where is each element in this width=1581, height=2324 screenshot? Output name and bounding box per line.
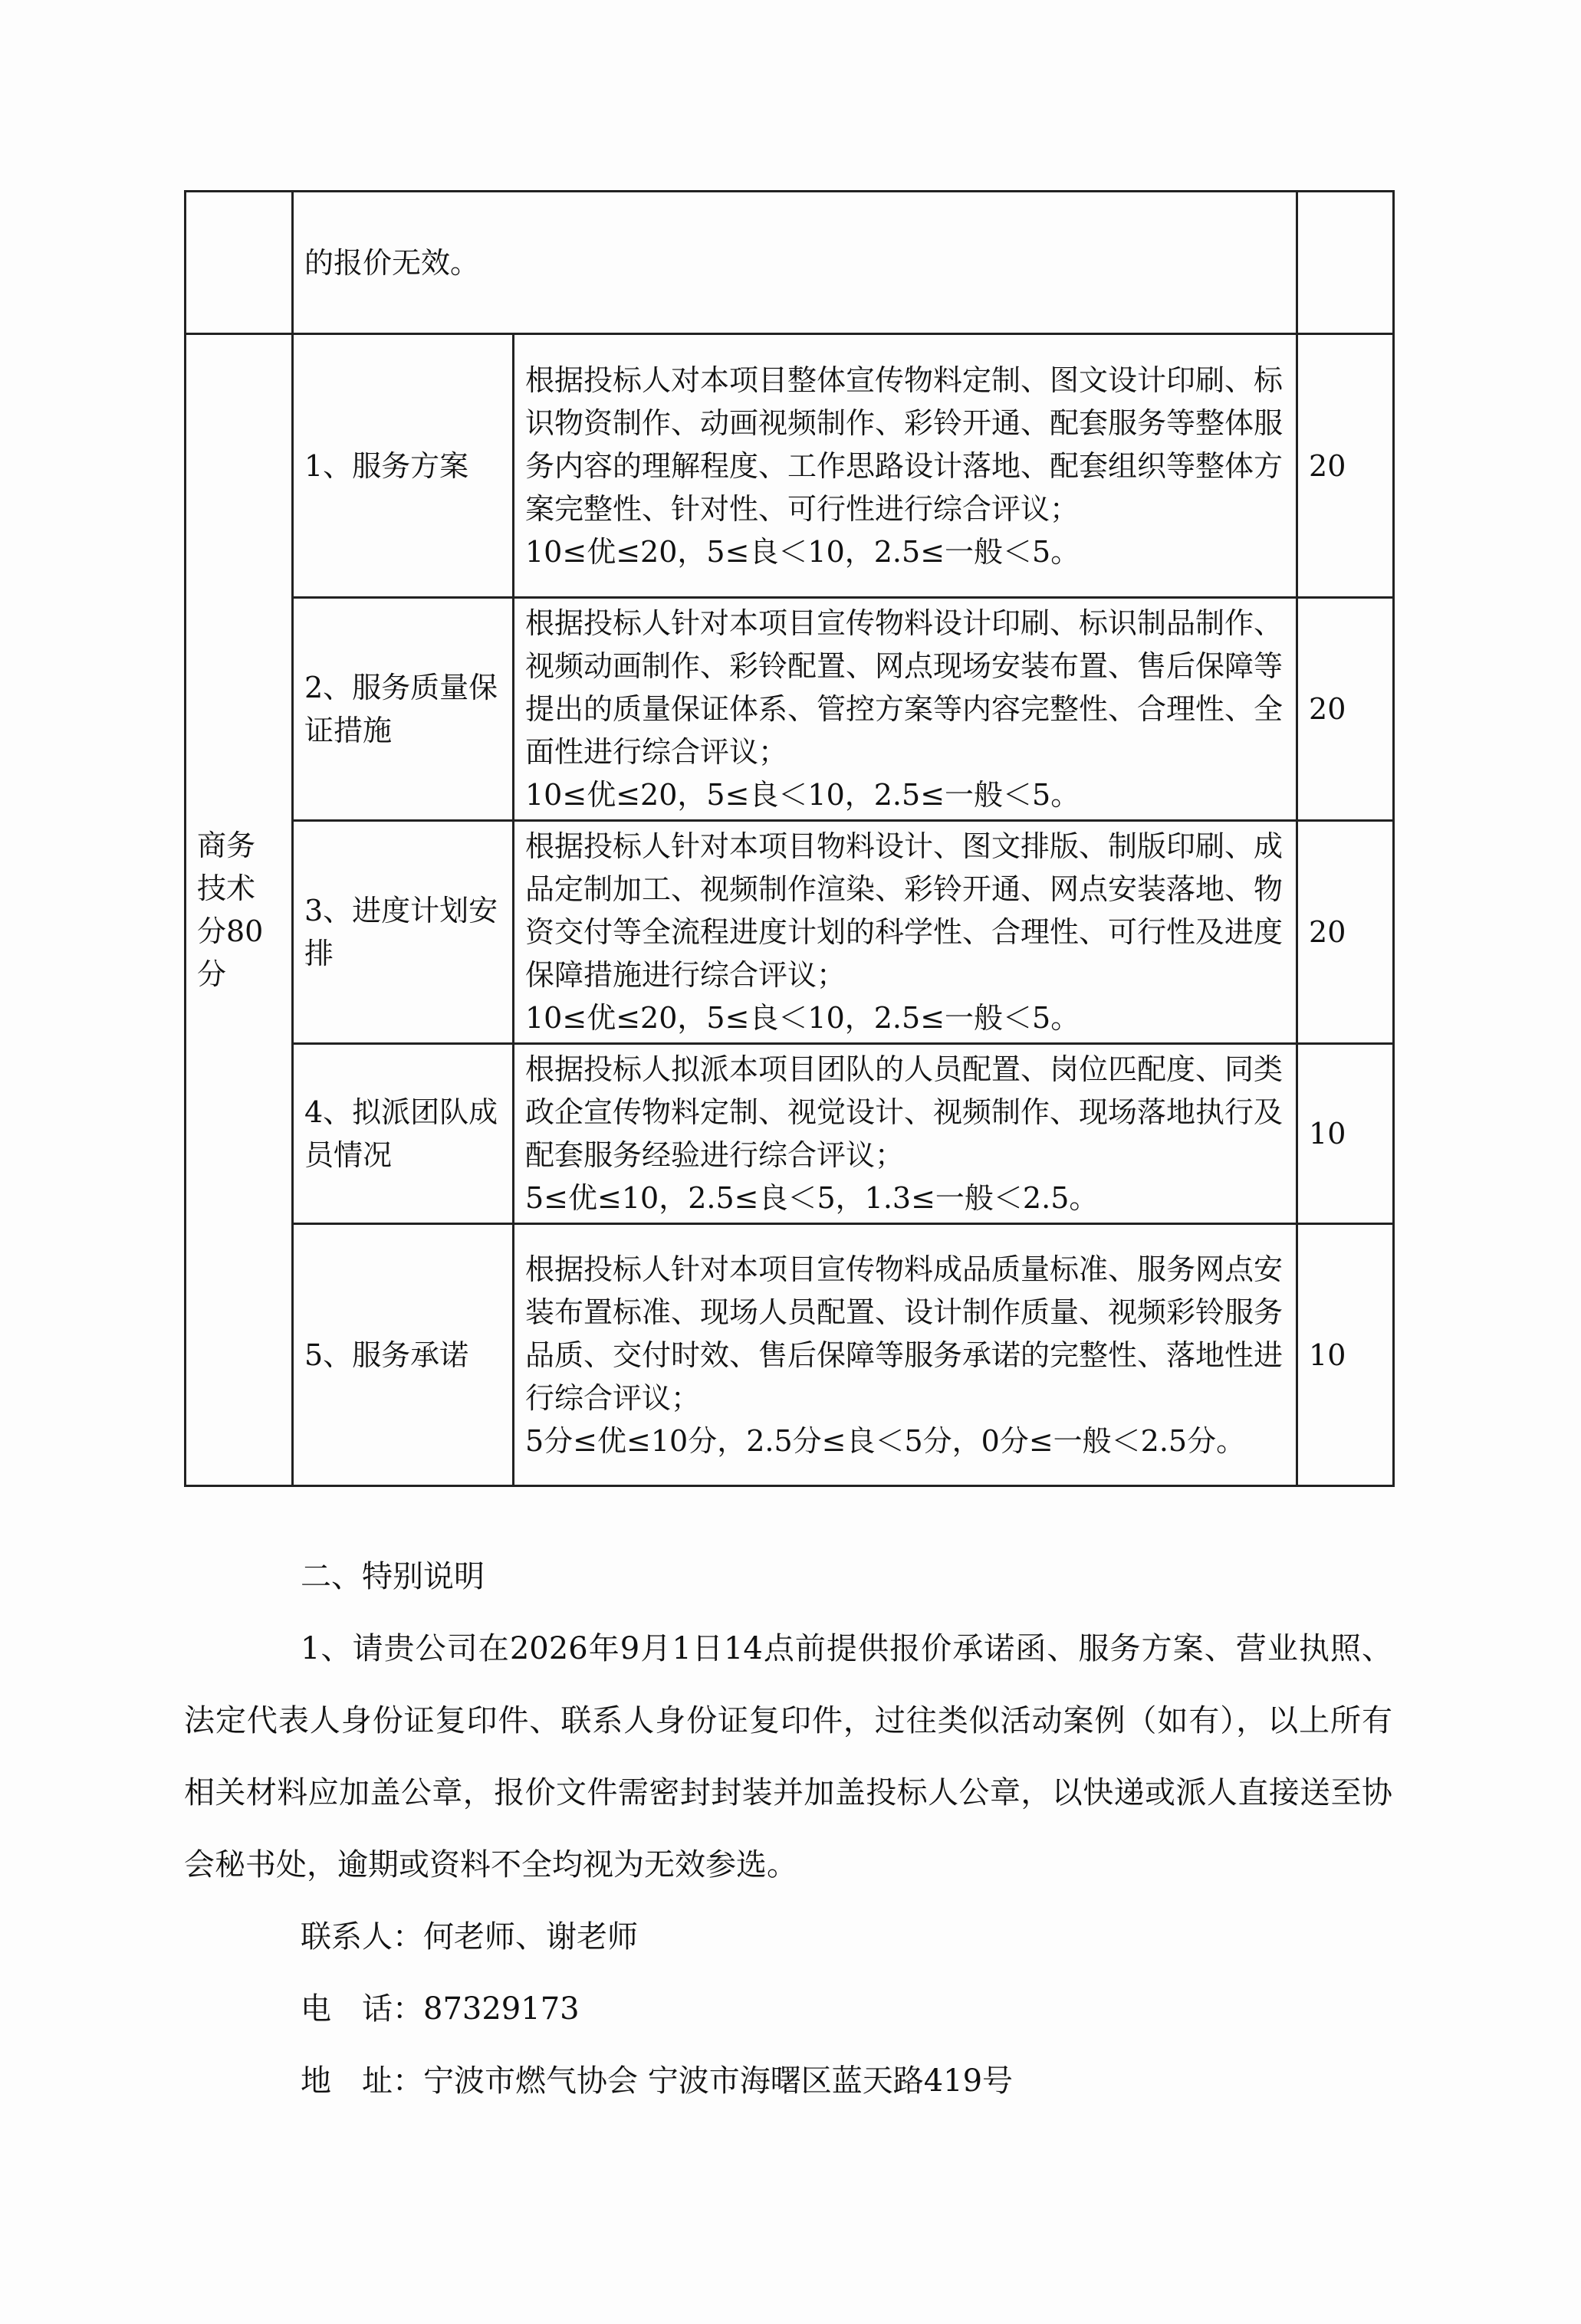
phone-line xyxy=(184,1973,1392,2045)
table-row xyxy=(186,598,1394,821)
item-cell: 4、拟派团队成员情况 xyxy=(293,1044,514,1224)
grade-ranges: 5分≤优≤10分，2.5分≤良＜5分，0分≤一般＜2.5分。 xyxy=(525,1423,1246,1458)
item-cell: 3、进度计划安排 xyxy=(293,821,514,1044)
score-cell: 20 xyxy=(1297,334,1394,598)
score-cell: 20 xyxy=(1297,598,1394,821)
score-cell: 20 xyxy=(1297,821,1394,1044)
criteria-cell xyxy=(514,821,1297,1044)
grade-ranges: 5≤优≤10，2.5≤良＜5，1.3≤一般＜2.5。 xyxy=(525,1181,1099,1215)
category-cell: 商务技术分80分 xyxy=(186,334,293,1486)
table-row xyxy=(186,1224,1394,1486)
criteria-cell xyxy=(514,598,1297,821)
criteria-cell xyxy=(514,1224,1297,1486)
empty-category-cell xyxy=(186,192,293,334)
contact-line xyxy=(184,1901,1392,1973)
phone-value: 87329173 xyxy=(423,1991,580,2027)
criteria-description: 根据投标人对本项目整体宣传物料定制、图文设计印刷、标识物资制作、动画视频制作、彩铃开通、配套服务等整体服务内容的理解程度、工作思路设计落地、配套组织等整体方案完整性、针对性、可行性进行综合评议； xyxy=(525,363,1284,526)
table-row xyxy=(186,334,1394,598)
grade-ranges: 10≤优≤20，5≤良＜10，2.5≤一般＜5。 xyxy=(525,1001,1080,1035)
criteria-description: 根据投标人针对本项目物料设计、图文排版、制版印刷、成品定制加工、视频制作渲染、彩铃开通、网点安装落地、物资交付等全流程进度计划的科学性、合理性、可行性及进度保障措施进行综合评议； xyxy=(525,829,1284,992)
contact-label: 联系人： xyxy=(301,1919,423,1955)
empty-score-cell xyxy=(1297,192,1394,334)
address-line xyxy=(184,2045,1392,2117)
grade-ranges: 10≤优≤20，5≤良＜10，2.5≤一般＜5。 xyxy=(525,778,1080,812)
score-cell: 10 xyxy=(1297,1044,1394,1224)
special-notes xyxy=(184,1541,1392,2117)
address-label: 地 址： xyxy=(301,2063,423,2099)
table-row xyxy=(186,821,1394,1044)
table-row-continuation xyxy=(186,192,1394,334)
criteria-description: 根据投标人针对本项目宣传物料成品质量标准、服务网点安装布置标准、现场人员配置、设计制作质量、视频彩铃服务品质、交付时效、售后保障等服务承诺的完整性、落地性进行综合评议； xyxy=(525,1252,1284,1415)
phone-label: 电 话： xyxy=(301,1991,423,2027)
item-cell: 2、服务质量保证措施 xyxy=(293,598,514,821)
scoring-table xyxy=(184,190,1395,1487)
grade-ranges: 10≤优≤20，5≤良＜10，2.5≤一般＜5。 xyxy=(525,534,1080,569)
contact-value: 何老师、谢老师 xyxy=(423,1919,638,1955)
address-value: 宁波市燃气协会 宁波市海曙区蓝天路419号 xyxy=(423,2063,1014,2099)
section-title: 二、特别说明 xyxy=(301,1559,485,1594)
item-cell: 1、服务方案 xyxy=(293,334,514,598)
criteria-description: 根据投标人拟派本项目团队的人员配置、岗位匹配度、同类政企宣传物料定制、视觉设计、视频制作、现场落地执行及配套服务经验进行综合评议； xyxy=(525,1052,1284,1172)
item-cell: 5、服务承诺 xyxy=(293,1224,514,1486)
criteria-cell xyxy=(514,334,1297,598)
criteria-description: 根据投标人针对本项目宣传物料设计印刷、标识制品制作、视频动画制作、彩铃配置、网点现场安装布置、售后保障等提出的质量保证体系、管控方案等内容完整性、合理性、全面性进行综合评议； xyxy=(525,606,1284,769)
continuation-text-cell: 的报价无效。 xyxy=(293,192,1297,334)
notes-paragraph: 1、请贵公司在2026年9月1日14点前提供报价承诺函、服务方案、营业执照、法定代表人身份证复印件、联系人身份证复印件，过往类似活动案例（如有），以上所有相关材料应加盖公章，报价文件需密封封装并加盖投标人公章，以快递或派人直接送至协会秘书处，逾期或资料不全均视为无效参选。 xyxy=(184,1631,1392,1883)
score-cell: 10 xyxy=(1297,1224,1394,1486)
criteria-cell xyxy=(514,1044,1297,1224)
table-row xyxy=(186,1044,1394,1224)
